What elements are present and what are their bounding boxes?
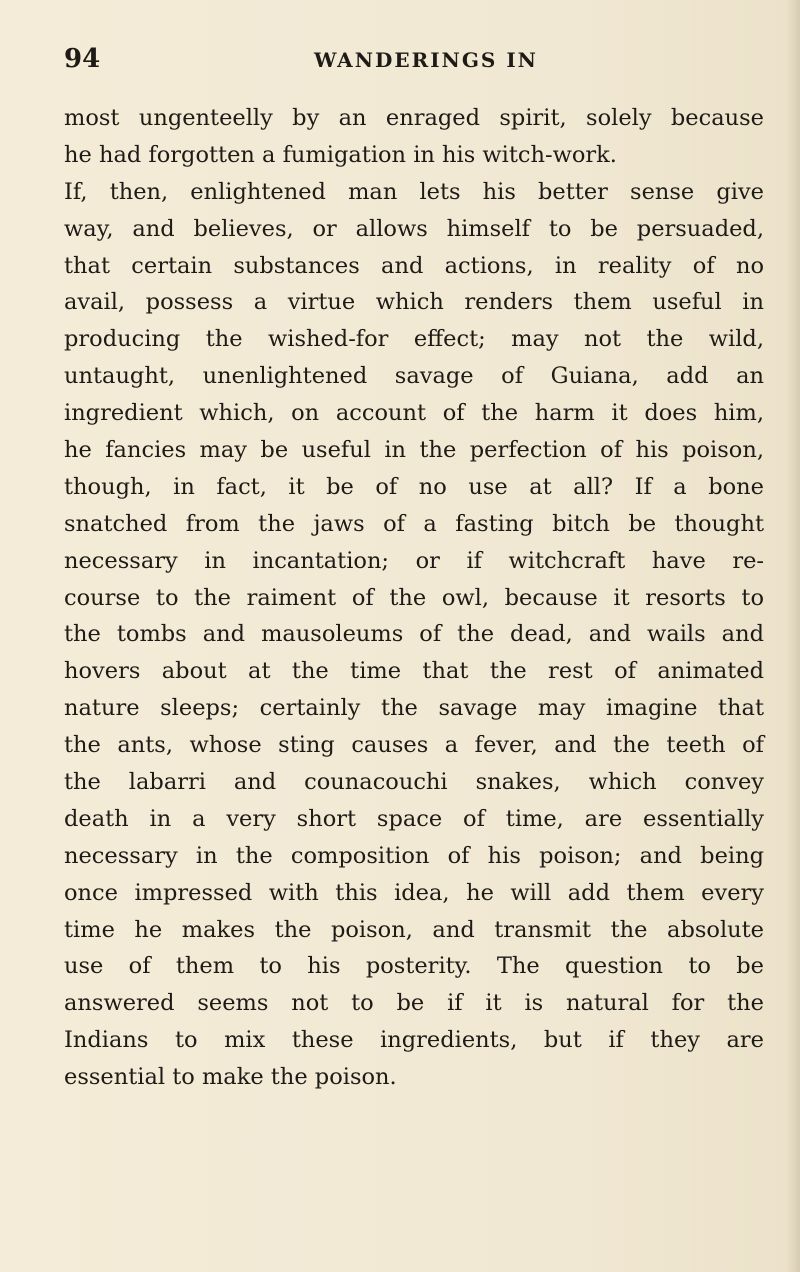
text-line: way, and believes, or allows himself to be persuaded, — [64, 215, 764, 242]
text-line: time he makes the poison, and transmit the absolute — [64, 916, 764, 943]
text-line: the tombs and mausoleums of the dead, and wails and — [64, 621, 764, 648]
text-line: untaught, unenlightened savage of Guiana, add an — [64, 363, 764, 390]
text-line: avail, possess a virtue which renders them useful in — [64, 289, 764, 316]
text-line: he had forgotten a fumigation in his witch-work. — [64, 141, 617, 168]
text-line: the labarri and counacouchi snakes, which convey — [64, 769, 764, 796]
text-line: death in a very short space of time, are essentially — [64, 805, 764, 832]
text-line: nature sleeps; certainly the savage may imagine that — [64, 695, 764, 722]
page-number: 94 — [64, 44, 101, 74]
text-line: though, in fact, it be of no use at all? If a bone — [64, 473, 764, 500]
running-head: WANDERINGS IN — [314, 48, 538, 72]
page-edge-shadow — [786, 0, 800, 1272]
text-line: course to the raiment of the owl, because it resorts to — [64, 584, 764, 611]
text-line: he fancies may be useful in the perfection of his poison, — [64, 437, 764, 464]
text-line: that certain substances and actions, in reality of no — [64, 252, 764, 279]
text-line: essential to make the poison. — [64, 1064, 397, 1091]
body-text — [64, 100, 764, 1096]
text-line: answered seems not to be if it is natural for the — [64, 990, 764, 1017]
text-line: hovers about at the time that the rest of animated — [64, 658, 764, 685]
text-line: ingredient which, on account of the harm it does him, — [64, 400, 764, 427]
text-line: the ants, whose sting causes a fever, and the teeth of — [64, 732, 764, 759]
text-line: necessary in the composition of his poison; and being — [64, 842, 764, 869]
text-line: Indians to mix these ingredients, but if they are — [64, 1027, 764, 1054]
text-line: use of them to his posterity. The question to be — [64, 953, 764, 980]
text-line: producing the wished-for effect; may not the wild, — [64, 326, 764, 353]
text-line: snatched from the jaws of a fasting bitch be thought — [64, 510, 764, 537]
text-line: necessary in incantation; or if witchcraft have re- — [64, 547, 764, 574]
text-line: most ungenteelly by an enraged spirit, solely because — [64, 105, 764, 131]
page-header — [64, 44, 764, 84]
text-line: If, then, enlightened man lets his better sense give — [64, 178, 764, 205]
text-line: once impressed with this idea, he will add them every — [64, 879, 764, 906]
